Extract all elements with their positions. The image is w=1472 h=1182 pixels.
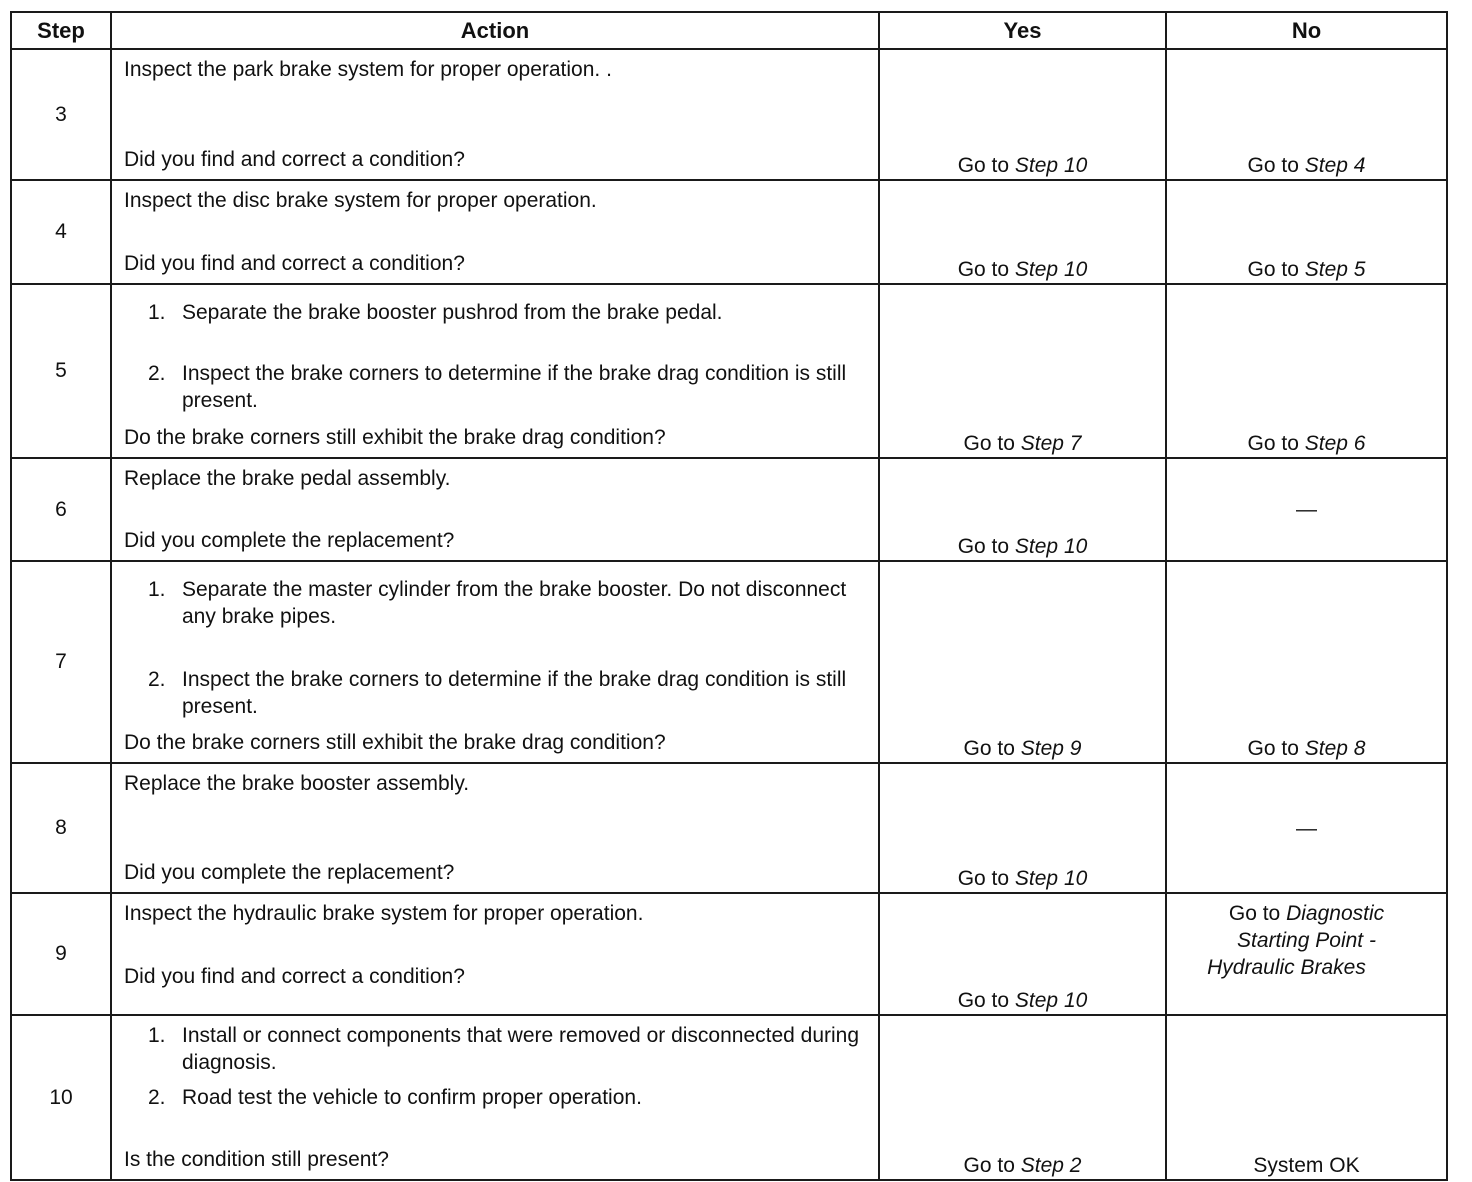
table-row [11,49,1447,180]
table-row [11,763,1447,893]
question-text: Is the condition still present? [124,1148,389,1171]
no-cell [1166,180,1447,284]
no-cell [1166,284,1447,458]
step-number: 3 [11,49,111,180]
yes-cell [879,180,1166,284]
yes-cell [879,49,1166,180]
no-link-line1[interactable]: Diagnostic [1286,902,1385,925]
item-text: Inspect the brake corners to determine if the brake drag condition is still present. [182,668,847,718]
item-number: 1. [148,1024,166,1047]
table-row [11,458,1447,561]
yes-cell [879,763,1166,893]
yes-prefix: Go to [957,258,1010,281]
no-step-link[interactable]: Step 8 [1304,737,1366,760]
list-item [124,666,868,720]
step-number: 6 [11,458,111,561]
instruction-text: Replace the brake pedal assembly. [124,467,451,490]
instruction-text: Inspect the hydraulic brake system for proper operation. [124,902,644,925]
yes-cell [879,893,1166,1015]
list-item [124,576,868,630]
yes-prefix: Go to [957,535,1010,558]
no-prefix: Go to [1247,737,1299,760]
question-text: Did you complete the replacement? [124,861,455,884]
item-text: Road test the vehicle to confirm proper operation. [182,1086,642,1109]
no-cell [1166,561,1447,763]
table-row [11,284,1447,458]
question-text: Did you find and correct a condition? [124,965,465,988]
no-step-link[interactable]: Step 4 [1304,154,1366,177]
action-cell [111,458,879,561]
yes-cell [879,284,1166,458]
header-no: No [1166,12,1447,49]
header-action: Action [111,12,879,49]
no-prefix: Go to [1247,154,1299,177]
step-number: 10 [11,1015,111,1180]
item-text: Separate the master cylinder from the brake booster. Do not disconnect any brake pipes. [182,578,847,628]
step-number: 4 [11,180,111,284]
action-cell [111,284,879,458]
table-row [11,561,1447,763]
yes-prefix: Go to [957,154,1010,177]
question-text: Did you find and correct a condition? [124,252,465,275]
instruction-text: Replace the brake booster assembly. [124,772,470,795]
item-text: Install or connect components that were removed or disconnected during diagnosis. [182,1024,860,1074]
yes-prefix: Go to [957,989,1010,1012]
yes-step-link[interactable]: Step 2 [1020,1154,1082,1177]
action-cell [111,561,879,763]
no-prefix: Go to [1247,258,1299,281]
no-cell [1166,1015,1447,1180]
header-yes: Yes [879,12,1166,49]
no-link-line3[interactable]: Hydraulic Brakes [1207,956,1366,979]
yes-prefix: Go to [963,1154,1015,1177]
step-number: 8 [11,763,111,893]
question-text: Did you find and correct a condition? [124,148,465,171]
list-item [124,1022,868,1076]
step-number: 5 [11,284,111,458]
no-dash: — [1296,498,1317,521]
yes-step-link[interactable]: Step 10 [1014,258,1088,281]
no-cell [1166,763,1447,893]
no-cell [1166,49,1447,180]
list-item [124,360,868,414]
yes-step-link[interactable]: Step 10 [1014,867,1088,890]
question-text: Do the brake corners still exhibit the brake drag condition? [124,731,666,754]
yes-prefix: Go to [963,737,1015,760]
question-text: Do the brake corners still exhibit the brake drag condition? [124,426,666,449]
header-row [11,12,1447,49]
item-number: 1. [148,578,166,601]
no-prefix: Go to [1228,902,1281,925]
no-dash: — [1296,816,1317,840]
no-link-line2[interactable]: Starting Point - [1237,929,1376,952]
yes-prefix: Go to [957,867,1010,890]
step-number: 9 [11,893,111,1015]
no-result: System OK [1253,1154,1360,1177]
yes-step-link[interactable]: Step 10 [1014,535,1088,558]
list-item [124,1084,868,1111]
action-cell [111,893,879,1015]
item-number: 2. [148,362,166,385]
action-cell [111,1015,879,1180]
instruction-text: Inspect the park brake system for proper operation. . [124,58,612,81]
item-number: 2. [148,1086,166,1109]
table-row [11,1015,1447,1180]
yes-cell [879,561,1166,763]
yes-step-link[interactable]: Step 7 [1020,432,1082,455]
question-text: Did you complete the replacement? [124,529,455,552]
no-cell [1166,893,1447,1015]
no-step-link[interactable]: Step 5 [1304,258,1366,281]
list-item [124,299,868,326]
action-cell [111,180,879,284]
no-prefix: Go to [1247,432,1299,455]
item-text: Separate the brake booster pushrod from the brake pedal. [182,301,723,324]
item-text: Inspect the brake corners to determine if the brake drag condition is still present. [182,362,847,412]
yes-prefix: Go to [963,432,1015,455]
item-number: 2. [148,668,166,691]
instruction-text: Inspect the disc brake system for proper operation. [124,189,597,212]
action-cell [111,49,879,180]
yes-cell [879,1015,1166,1180]
no-cell [1166,458,1447,561]
table-row [11,893,1447,1015]
yes-step-link[interactable]: Step 10 [1014,154,1088,177]
header-step: Step [11,12,111,49]
yes-step-link[interactable]: Step 9 [1020,737,1082,760]
item-number: 1. [148,301,166,324]
yes-step-link[interactable]: Step 10 [1014,989,1088,1012]
step-number: 7 [11,561,111,763]
diagnostic-table [10,11,1448,1181]
no-step-link[interactable]: Step 6 [1304,432,1366,455]
table-row [11,180,1447,284]
action-cell [111,763,879,893]
yes-cell [879,458,1166,561]
